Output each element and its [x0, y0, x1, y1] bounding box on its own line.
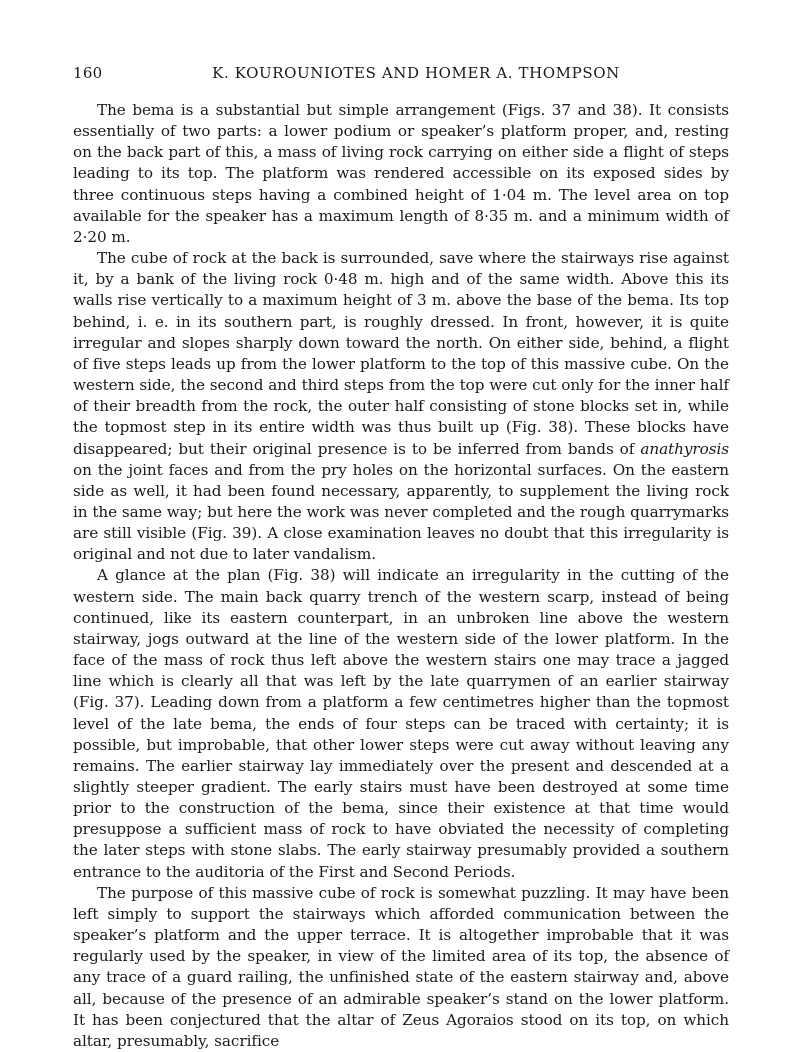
body-text	[73, 100, 729, 1052]
paragraph-text-part: on the joint faces and from the pry holes on the horizontal surfaces. On the eastern side as well, it had been found necessary, apparently, to supplement the living rock in the same way; but here the work was never completed and the rough quarrymarks are still visible (Fig. 39). A close examination leaves no doubt that this irregularity is original and not due to later vandalism.	[73, 460, 729, 564]
paragraph-western-side: A glance at the plan (Fig. 38) will indicate an irregularity in the cutting of the western side. The main back quarry trench of the western scarp, instead of being continued, like its eastern counterpart, in an unbroken line above the western stairway, jogs outward at the line of the western side of the lower platform. In the face of the mass of rock thus left above the western stairs one may trace a jagged line which is clearly all that was left by the late quarrymen of an earlier stairway (Fig. 37). Leading down from a platform a few centimetres higher than the topmost level of the late bema, the ends of four steps can be traced with certainty; it is possible, but improbable, that other lower steps were cut away without leaving any remains. The earlier stairway lay immediately over the present and descended at a slightly steeper gradient. The early stairs must have been destroyed at some time prior to the construction of the bema, since their existence at that time would presuppose a sufficient mass of rock to have obviated the necessity of completing the later steps with stone slabs. The early stairway presumably provided a southern entrance to the auditoria of the First and Second Periods.	[73, 566, 729, 881]
paragraph-purpose: The purpose of this massive cube of rock is somewhat puzzling. It may have been left simply to support the stairways which afforded communication between the speaker’s platform and the upper terrace. It is altogether improbable that it was regularly used by the speaker, in view of the limited area of its top, the absence of any trace of a guard railing, the unfinished state of the eastern stairway and, above all, because of the presence of an admirable speaker’s stand on the lower platform. It has been conjectured that the altar of Zeus Agoraios stood on its top, on which altar, presumably, sacrifice	[73, 883, 729, 1050]
page	[73, 64, 729, 1052]
italic-term: anathyrosis	[640, 439, 729, 458]
running-title: K. KOUROUNIOTES AND HOMER A. THOMPSON	[212, 64, 620, 82]
running-head	[73, 64, 729, 84]
paragraph-bema-description: The bema is a substantial but simple arrangement (Figs. 37 and 38). It consists essentially of two parts: a lower podium or speaker’s platform proper, and, resting on the back part of this, a mass of living rock carrying on either side a flight of steps leading to its top. The platform was rendered accessible on its exposed sides by three continuous steps having a combined height of 1·04 m. The level area on top available for the speaker has a maximum length of 8·35 m. and a minimum width of 2·20 m.	[73, 101, 729, 246]
paragraph-rock-cube	[73, 248, 729, 565]
page-number: 160	[73, 64, 103, 82]
paragraph-text-part: The cube of rock at the back is surrounded, save where the stairways rise against it, by a bank of the living rock 0·48 m. high and of the same width. Above this its walls rise vertically to a maximum height of 3 m. above the base of the bema. Its top behind, i. e. in its southern part, is roughly dressed. In front, however, it is quite irregular and slopes sharply down toward the north. On either side, behind, a flight of five steps leads up from the lower platform to the top of this massive cube. On the western side, the second and third steps from the top were cut only for the inner half of their breadth from the rock, the outer half consisting of stone blocks set in, while the topmost step in its entire width was thus built up (Fig. 38). These blocks have disappeared; but their original presence is to be inferred from bands of	[73, 249, 729, 458]
